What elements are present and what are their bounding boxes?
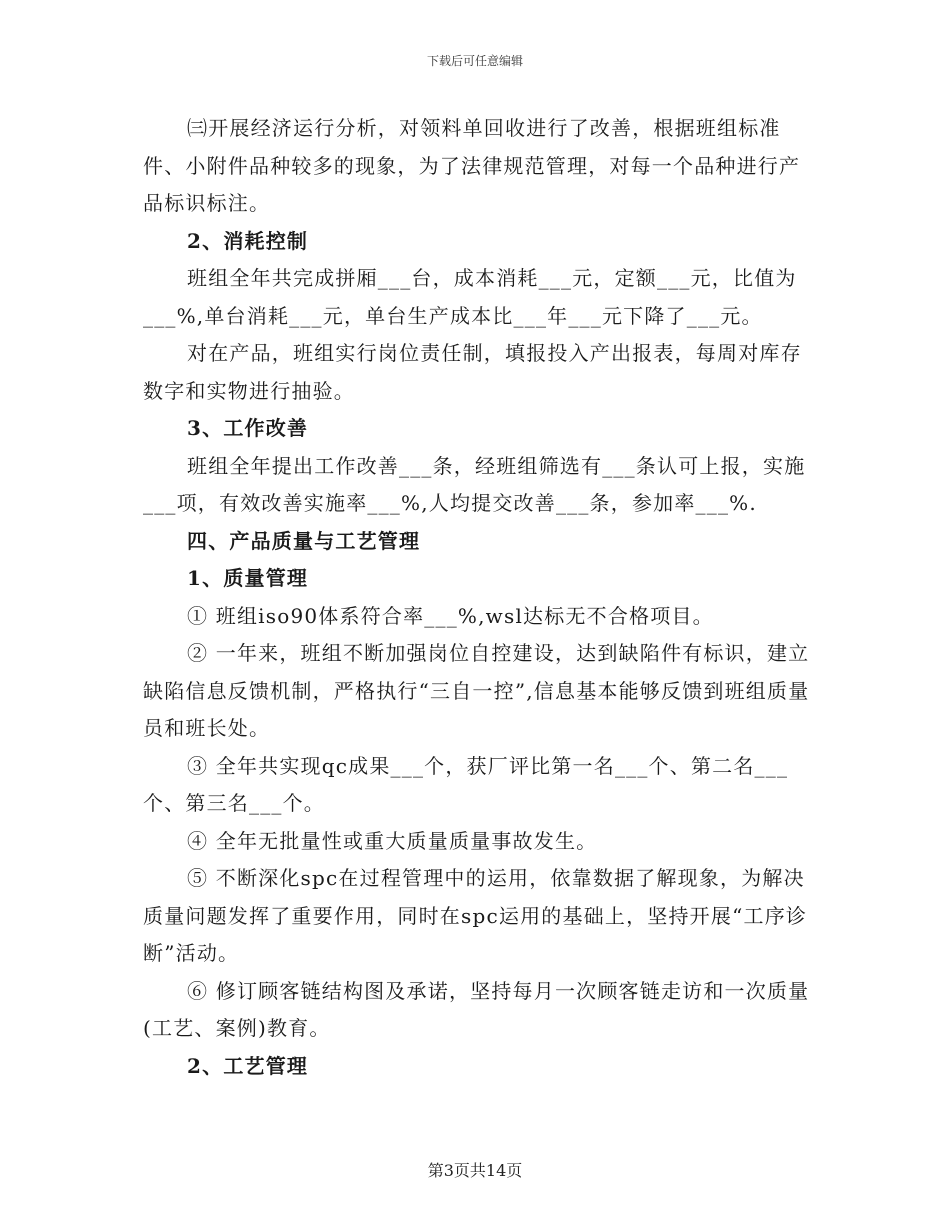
heading-work-improvement: 3、工作改善 [187,416,309,440]
list-item-quality-3: ③ 全年共实现qc成果___个，获厂评比第一名___个、第二名___个、第三名___个。 [143,753,789,815]
document-body [143,110,811,1085]
heading-quality-management: 1、质量管理 [187,566,309,590]
list-item-quality-4: ④ 全年无批量性或重大质量质量事故发生。 [187,828,598,853]
paragraph-improvement-figures: 班组全年提出工作改善___条，经班组筛选有___条认可上报，实施___项，有效改善实施率___%,人均提交改善___条，参加率___%. [143,453,806,515]
list-item-quality-1: ① 班组iso90体系符合率___%,wsl达标无不合格项目。 [187,603,714,628]
heading-quality-process: 四、产品质量与工艺管理 [187,528,421,553]
list-item-quality-5: ⑤ 不断深化spc在过程管理中的运用，依靠数据了解现象，为解决质量问题发挥了重要作用，同时在spc运用的基础上，坚持开展“工序诊断”活动。 [143,866,808,965]
heading-process-management: 2、工艺管理 [187,1053,309,1078]
paragraph-consumption-figures: 班组全年共完成拼厢___台，成本消耗___元，定额___元，比值为___%,单台消耗___元，单台生产成本比___年___元下降了___元。 [143,266,797,328]
paragraph-inventory-check: 对在产品，班组实行岗位责任制，填报投入产出报表，每周对库存数字和实物进行抽验。 [143,341,802,403]
paragraph-economic-analysis: ㈢开展经济运行分析，对领料单回收进行了改善，根据班组标准件、小附件品种较多的现象，为了法律规范管理，对每一个品种进行产品标识标注。 [143,116,801,215]
page-footer: 第3页共14页 [427,1161,523,1180]
page-header: 下载后可任意编辑 [426,54,523,68]
heading-consumption-control: 2、消耗控制 [187,228,309,253]
list-item-quality-2: ② 一年来，班组不断加强岗位自控建设，达到缺陷件有标识，建立缺陷信息反馈机制，严格执行“三自一控”,信息基本能够反馈到班组质量员和班长处。 [143,641,810,740]
list-item-quality-6: ⑥ 修订顾客链结构图及承诺，坚持每月一次顾客链走访和一次质量(工艺、案例)教育。 [143,978,810,1040]
